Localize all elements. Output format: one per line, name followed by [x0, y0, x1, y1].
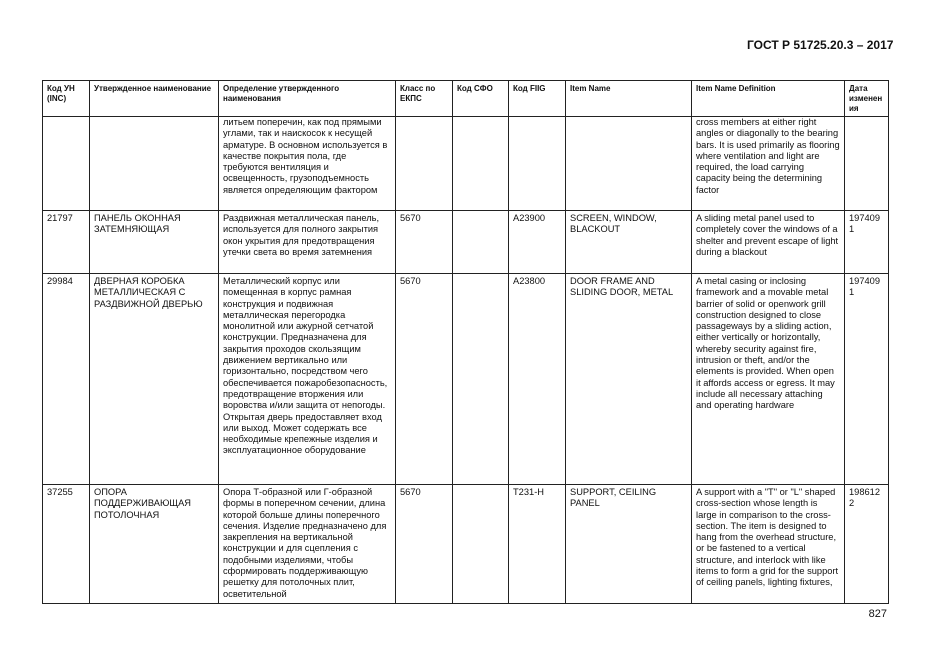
cell-item-name: DOOR FRAME AND SLIDING DOOR, METAL — [566, 274, 692, 485]
cell-definition: Металлический корпус или помещенная в корпус рамная конструкция и подвижная металлическая перегородка монолитной или ажурной сетчатой конструкции. Предназначена для закрытия проходов скользящим движением вертикально или горизонтально, посредством чего обеспечивается пожаробезопасность, предотвращение вторжения или воровства и/или защита от непогоды. Открытая дверь предоставляет вход или выход. Может содержать все необходимые крепежные изделия и эксплуатационное оборудование — [219, 274, 396, 485]
cell-inc: 29984 — [43, 274, 90, 485]
cell-approved-name: ПАНЕЛЬ ОКОННАЯ ЗАТЕМНЯЮЩАЯ — [90, 211, 219, 274]
cell-class: 5670 — [396, 274, 453, 485]
cell-fiig — [509, 117, 566, 211]
column-header-date: Дата изменения — [845, 81, 889, 117]
cell-approved-name — [90, 117, 219, 211]
cell-item-name — [566, 117, 692, 211]
cell-approved-name: ОПОРА ПОДДЕРЖИВАЮЩАЯ ПОТОЛОЧНАЯ — [90, 485, 219, 604]
cell-class — [396, 117, 453, 211]
column-header-item-name-definition: Item Name Definition — [692, 81, 845, 117]
cell-sfo — [453, 117, 509, 211]
cell-approved-name: ДВЕРНАЯ КОРОБКА МЕТАЛЛИЧЕСКАЯ С РАЗДВИЖНОЙ ДВЕРЬЮ — [90, 274, 219, 485]
cell-sfo — [453, 211, 509, 274]
cell-item-name-definition: A sliding metal panel used to completely cover the windows of a shelter and prevent escape of light during a blackout — [692, 211, 845, 274]
column-header-approved-name: Утвержденное наименование — [90, 81, 219, 117]
table-header-row — [43, 81, 889, 117]
cell-inc: 37255 — [43, 485, 90, 604]
cell-sfo — [453, 485, 509, 604]
cell-item-name: SUPPORT, CEILING PANEL — [566, 485, 692, 604]
cell-item-name-definition: A support with a "T" or "L" shaped cross-section whose length is large in comparison to the cross-section. The item is designed to hang from the overhead structure, or be fastened to a vertical structure, and interlock with like items to form a grid for the support of ceiling panels, lighting fixtures, — [692, 485, 845, 604]
table-row — [43, 211, 889, 274]
cell-class: 5670 — [396, 485, 453, 604]
cell-definition: Раздвижная металлическая панель, используется для полного закрытия окон укрытия для предотвращения утечки света во время затемнения — [219, 211, 396, 274]
document-code: ГОСТ Р 51725.20.3 – 2017 — [747, 38, 894, 52]
cell-sfo — [453, 274, 509, 485]
cell-date: 1986122 — [845, 485, 889, 604]
cell-item-name: SCREEN, WINDOW, BLACKOUT — [566, 211, 692, 274]
cell-date — [845, 117, 889, 211]
cell-inc: 21797 — [43, 211, 90, 274]
cell-item-name-definition: A metal casing or inclosing framework and a movable metal barrier of solid or openwork grill construction designed to close passageways by a sliding action, either vertically or horizontally, whereby security against fire, intrusion or theft, and/or the elements is provided. When open it affords access or egress. It may include all necessary attaching and operating hardware — [692, 274, 845, 485]
cell-fiig: A23900 — [509, 211, 566, 274]
table-row — [43, 485, 889, 604]
cell-class: 5670 — [396, 211, 453, 274]
cell-item-name-definition: cross members at either right angles or diagonally to the bearing bars. It is used primarily as flooring where ventilation and light are required, the load carrying capacity being the determining factor — [692, 117, 845, 211]
column-header-fiig: Код FIIG — [509, 81, 566, 117]
cell-fiig: T231-H — [509, 485, 566, 604]
cell-fiig: A23800 — [509, 274, 566, 485]
page-number: 827 — [868, 608, 887, 620]
cell-date: 1974091 — [845, 274, 889, 485]
cell-definition: Опора Т-образной или Г-образной формы в поперечном сечении, длина которой больше длины поперечного сечения. Изделие предназначено для закрепления на вертикальной конструкции и для сцепления с подобными изделиями, чтобы сформировать поддерживающую решетку для потолочных плит, осветительной — [219, 485, 396, 604]
column-header-item-name: Item Name — [566, 81, 692, 117]
catalog-table — [42, 80, 889, 604]
column-header-inc: Код УН (INC) — [43, 81, 90, 117]
column-header-definition: Определение утвержденного наименования — [219, 81, 396, 117]
column-header-class: Класс по ЕКПС — [396, 81, 453, 117]
column-header-sfo: Код СФО — [453, 81, 509, 117]
table-row — [43, 117, 889, 211]
cell-date: 1974091 — [845, 211, 889, 274]
cell-definition: литьем поперечин, как под прямыми углами, так и наискосок к несущей арматуре. В основном используется в качестве покрытия пола, где требуются вентиляция и освещенность, грузоподъемность является определяющим фактором — [219, 117, 396, 211]
table-row — [43, 274, 889, 485]
cell-inc — [43, 117, 90, 211]
